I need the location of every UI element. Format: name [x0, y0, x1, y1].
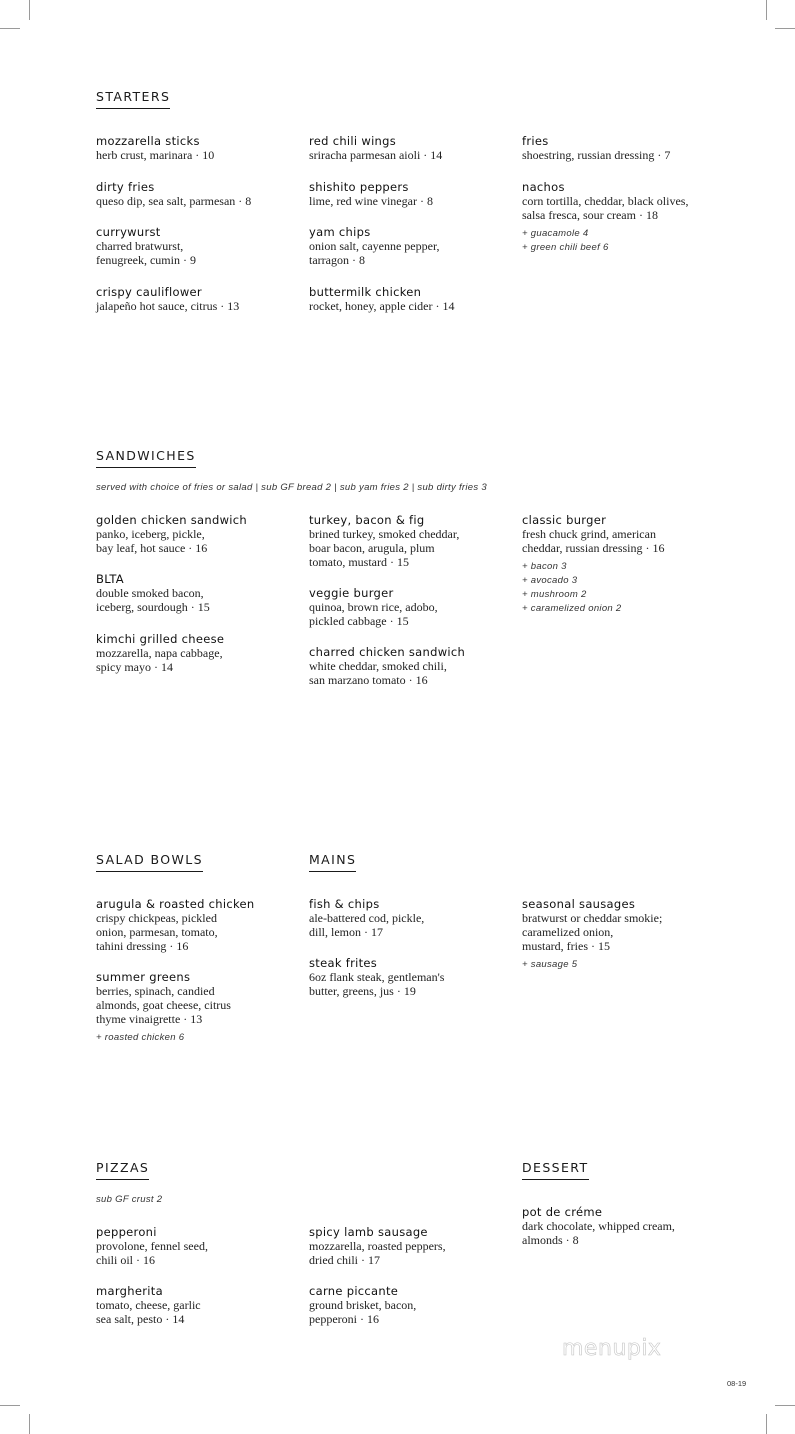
crop-mark — [775, 28, 795, 29]
item-description: berries, spinach, candied almonds, goat cheese, citrus thyme vinaigrette · 13 — [96, 984, 231, 1026]
addon-option: + avocado 3 — [522, 575, 578, 586]
menu-item — [309, 586, 509, 628]
document-code: 08-19 — [727, 1379, 747, 1388]
addon-option: + caramelized onion 2 — [522, 603, 622, 614]
salad-addons — [96, 1031, 184, 1045]
sandwiches-note: served with choice of fries or salad | sub GF bread 2 | sub yam fries 2 | sub dirty fries 3 — [96, 482, 487, 493]
item-name: carne piccante — [309, 1284, 399, 1298]
item-name: seasonal sausages — [522, 897, 636, 911]
item-name: classic burger — [522, 513, 607, 527]
menu-item — [522, 134, 722, 162]
menu-item — [309, 285, 509, 313]
item-name: pepperoni — [96, 1225, 157, 1239]
item-name: summer greens — [96, 970, 191, 984]
item-description: mozzarella, roasted peppers, dried chili · 17 — [309, 1239, 446, 1267]
item-description: herb crust, marinara · 10 — [96, 148, 215, 162]
menu-item — [96, 513, 296, 555]
item-name: crispy cauliflower — [96, 285, 202, 299]
item-description: white cheddar, smoked chili, san marzano tomato · 16 — [309, 659, 447, 687]
item-description: fresh chuck grind, american cheddar, russian dressing · 16 — [522, 527, 665, 555]
dessert-title: DESSERT — [522, 1160, 589, 1180]
item-name: currywurst — [96, 225, 161, 239]
item-name: kimchi grilled cheese — [96, 632, 225, 646]
item-description: quinoa, brown rice, adobo, pickled cabbage · 15 — [309, 600, 438, 628]
item-description: charred bratwurst, fenugreek, cumin · 9 — [96, 239, 196, 267]
menu-item — [309, 225, 509, 267]
addon-option: + bacon 3 — [522, 561, 567, 572]
menu-item — [522, 897, 722, 953]
crop-mark — [766, 1414, 767, 1434]
menu-item — [96, 572, 296, 614]
crop-mark — [29, 0, 30, 20]
item-name: dirty fries — [96, 180, 155, 194]
menu-item — [96, 970, 296, 1026]
menu-item — [96, 1225, 296, 1267]
item-name: buttermilk chicken — [309, 285, 422, 299]
menu-item — [96, 225, 296, 267]
nachos-addons — [522, 227, 609, 255]
menu-item — [96, 134, 296, 162]
crop-mark — [775, 1405, 795, 1406]
menu-item — [96, 1284, 296, 1326]
item-description: corn tortilla, cheddar, black olives, salsa fresca, sour cream · 18 — [522, 194, 689, 222]
item-description: 6oz flank steak, gentleman's butter, greens, jus · 19 — [309, 970, 445, 998]
crop-mark — [0, 1405, 20, 1406]
item-description: dark chocolate, whipped cream, almonds · 8 — [522, 1219, 675, 1247]
item-description: ale-battered cod, pickle, dill, lemon · 17 — [309, 911, 425, 939]
item-description: shoestring, russian dressing · 7 — [522, 148, 671, 162]
item-description: rocket, honey, apple cider · 14 — [309, 299, 455, 313]
item-description: ground brisket, bacon, pepperoni · 16 — [309, 1298, 417, 1326]
item-description: jalapeño hot sauce, citrus · 13 — [96, 299, 240, 313]
item-name: yam chips — [309, 225, 371, 239]
item-description: lime, red wine vinegar · 8 — [309, 194, 433, 208]
menu-item — [96, 285, 296, 313]
item-name: steak frites — [309, 956, 378, 970]
item-description: provolone, fennel seed, chili oil · 16 — [96, 1239, 208, 1267]
item-name: red chili wings — [309, 134, 397, 148]
item-description: tomato, cheese, garlic sea salt, pesto · 14 — [96, 1298, 201, 1326]
addon-option: + mushroom 2 — [522, 589, 587, 600]
item-name: BLTA — [96, 572, 124, 586]
menu-item — [522, 1205, 722, 1247]
item-name: golden chicken sandwich — [96, 513, 247, 527]
addon-option: + sausage 5 — [522, 959, 578, 970]
item-name: charred chicken sandwich — [309, 645, 466, 659]
menu-item — [309, 645, 509, 687]
item-name: spicy lamb sausage — [309, 1225, 428, 1239]
item-description: sriracha parmesan aioli · 14 — [309, 148, 443, 162]
menu-item — [309, 180, 509, 208]
item-name: margherita — [96, 1284, 163, 1298]
sausage-addons — [522, 958, 577, 972]
item-name: arugula & roasted chicken — [96, 897, 255, 911]
addon-option: + guacamole 4 — [522, 228, 589, 239]
crop-mark — [0, 28, 20, 29]
item-description: bratwurst or cheddar smokie; caramelized onion, mustard, fries · 15 — [522, 911, 663, 953]
menu-item — [309, 1284, 509, 1326]
menu-item — [96, 897, 296, 953]
item-name: shishito peppers — [309, 180, 409, 194]
menu-item — [309, 513, 509, 569]
menu-item — [309, 1225, 509, 1267]
item-name: fries — [522, 134, 549, 148]
menu-item — [96, 180, 296, 208]
crop-mark — [29, 1414, 30, 1434]
item-description: brined turkey, smoked cheddar, boar bacon, arugula, plum tomato, mustard · 15 — [309, 527, 460, 569]
item-description: onion salt, cayenne pepper, tarragon · 8 — [309, 239, 440, 267]
item-name: mozzarella sticks — [96, 134, 200, 148]
item-description: mozzarella, napa cabbage, spicy mayo · 14 — [96, 646, 223, 674]
menu-item — [522, 180, 752, 222]
item-description: queso dip, sea salt, parmesan · 8 — [96, 194, 252, 208]
item-name: veggie burger — [309, 586, 394, 600]
item-name: pot de créme — [522, 1205, 603, 1219]
burger-addons — [522, 560, 622, 616]
item-name: nachos — [522, 180, 565, 194]
item-description: double smoked bacon, iceberg, sourdough · 15 — [96, 586, 210, 614]
pizzas-note: sub GF crust 2 — [96, 1194, 163, 1205]
pizzas-title: PIZZAS — [96, 1160, 149, 1180]
mains-title: MAINS — [309, 852, 356, 872]
sandwiches-title: SANDWICHES — [96, 448, 196, 468]
menupix-watermark: menupix — [562, 1336, 662, 1361]
menu-item — [522, 513, 722, 555]
menu-item — [309, 956, 509, 998]
starters-title: STARTERS — [96, 89, 170, 109]
addon-option: + roasted chicken 6 — [96, 1032, 185, 1043]
menu-item — [96, 632, 296, 674]
item-description: panko, iceberg, pickle, bay leaf, hot sauce · 16 — [96, 527, 208, 555]
item-name: turkey, bacon & fig — [309, 513, 425, 527]
addon-option: + green chili beef 6 — [522, 242, 609, 253]
salad-bowls-title: SALAD BOWLS — [96, 852, 203, 872]
item-description: crispy chickpeas, pickled onion, parmesan, tomato, tahini dressing · 16 — [96, 911, 218, 953]
crop-mark — [766, 0, 767, 20]
menu-item — [309, 134, 509, 162]
item-name: fish & chips — [309, 897, 380, 911]
menu-item — [309, 897, 509, 939]
